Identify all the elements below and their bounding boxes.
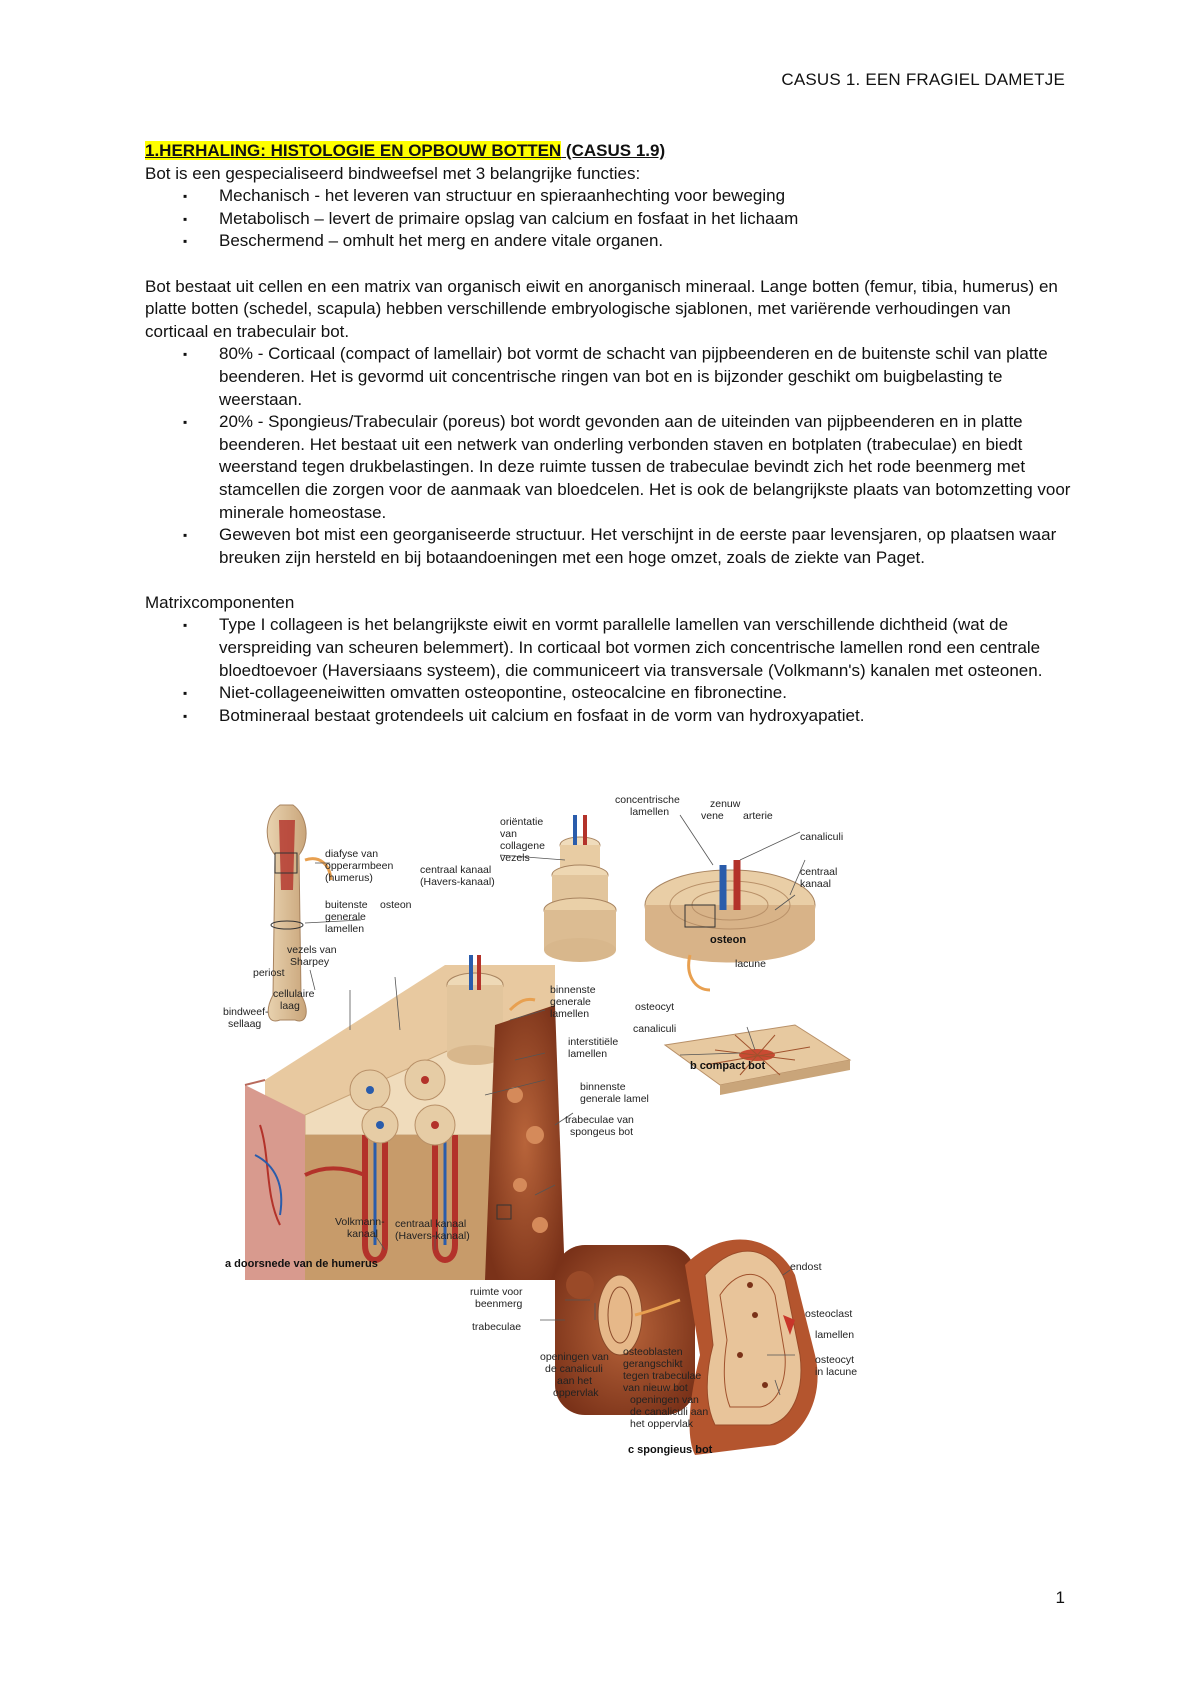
- list-item: ▪ Botmineraal bestaat grotendeels uit calcium en fosfaat in de vorm van hydroxyapatiet.: [145, 705, 1075, 728]
- label-osteoblasten: osteoblasten gerangschikt tegen trabeculae van nieuw bot: [623, 1346, 702, 1394]
- page-header: CASUS 1. EEN FRAGIEL DAMETJE: [781, 70, 1065, 89]
- label-ruimte-beenmerg: ruimte voor beenmerg: [470, 1286, 523, 1310]
- label-zenuw: zenuw: [710, 798, 741, 810]
- label-interstitiele-lamellen: interstitiële lamellen: [568, 1036, 619, 1060]
- label-centraal-kanaal-top: centraal kanaal (Havers-kanaal): [420, 864, 495, 888]
- matrix-list: [145, 614, 1075, 727]
- bone-types-list: [145, 343, 1075, 569]
- label-orientatie-collagene-vezels: oriëntatie van collagene vezels: [500, 816, 545, 864]
- label-osteon-a: osteon: [380, 899, 412, 911]
- list-item: ▪ Beschermend – omhult het merg en andere vitale organen.: [145, 230, 1075, 253]
- section-heading-reference: (CASUS 1.9): [561, 141, 666, 160]
- matrix-title: Matrixcomponenten: [145, 592, 295, 612]
- caption-b: b compact bot: [690, 1060, 766, 1072]
- label-centraal-kanaal-b: centraal kanaal: [800, 866, 838, 890]
- label-osteoclast: osteoclast: [805, 1308, 853, 1320]
- list-item: ▪ Niet-collageeneiwitten omvatten osteopontine, osteocalcine en fibronectine.: [145, 682, 1075, 705]
- section-heading-highlight: 1.HERHALING: HISTOLOGIE EN OPBOUW BOTTEN: [145, 141, 562, 160]
- label-trabeculae-spongeus: trabeculae van spongeus bot: [565, 1114, 634, 1138]
- label-cellulaire-laag: cellulaire laag: [273, 988, 315, 1012]
- document-body: [145, 140, 1075, 727]
- composition-paragraph: Bot bestaat uit cellen en een matrix van organisch eiwit en anorganisch mineraal. Lange botten (femur, tibia, humerus) en platte botten (schedel, scapula) hebben verschillende embryologische sjablonen, met variërende verhoudingen van corticaal en trabeculair bot.: [145, 276, 1058, 341]
- label-arterie: arterie: [743, 810, 773, 822]
- list-item: ▪ Geweven bot mist een georganiseerde structuur. Het verschijnt in de eerste paar levensjaren, op plaatsen waar breuken zijn hersteld en bij botaandoeningen met een hoge omzet, zoals de ziekte van Paget.: [145, 524, 1075, 569]
- label-osteocyt: osteocyt: [635, 1001, 675, 1013]
- list-item: ▪ Mechanisch - het leveren van structuur en spieraanhechting voor beweging: [145, 185, 1075, 208]
- label-endost: endost: [790, 1261, 822, 1273]
- functions-list: [145, 185, 1075, 253]
- list-item: ▪ 20% - Spongieus/Trabeculair (poreus) bot wordt gevonden aan de uiteinden van pijpbeenderen en in platte beenderen. Het bestaat uit een netwerk van onderling verbonden staven en botplaten (trabeculae) en biedt weerstand tegen drukbelastingen. In deze ruimte tussen de trabeculae bevindt zich het rode beenmerg met stamcellen die zorgen voor de aanmaak van bloedcelen. Het is ook de belangrijkste plaats van botomzetting voor minerale homeostase.: [145, 411, 1075, 524]
- label-lamellen-c: lamellen: [815, 1329, 855, 1341]
- label-centraal-kanaal-bottom: centraal kanaal (Havers-kanaal): [395, 1218, 470, 1242]
- section-heading: [145, 140, 1075, 163]
- label-periost: periost: [253, 967, 285, 979]
- label-openingen-links: openingen van de canaliculi aan het oppervlak: [540, 1351, 609, 1399]
- list-item: ▪ 80% - Corticaal (compact of lamellair) bot vormt de schacht van pijpbeenderen en de buitenste schil van platte beenderen. Het is gevormd uit concentrische ringen van bot en is bijzonder geschikt om buigbelasting te weerstaan.: [145, 343, 1075, 411]
- intro-text: Bot is een gespecialiseerd bindweefsel met 3 belangrijke functies:: [145, 163, 641, 183]
- page-number: 1: [1055, 1588, 1065, 1607]
- label-diafyse: diafyse van opperarmbeen (humerus): [325, 848, 394, 884]
- caption-a: a doorsnede van de humerus: [225, 1258, 378, 1270]
- label-osteon-b: osteon: [710, 934, 747, 946]
- bone-histology-figure: [223, 794, 915, 1565]
- label-canaliculi-b: canaliculi: [800, 831, 844, 843]
- label-vezels-sharpey: vezels van Sharpey: [287, 944, 337, 968]
- label-openingen-rechts: openingen van de canaliculi aan het oppervlak: [630, 1394, 709, 1430]
- list-item: ▪ Type I collageen is het belangrijkste eiwit en vormt parallelle lamellen van verschillende dichtheid (wat de verspreiding van scheuren belemmert). In corticaal bot vormen zich concentrische lamellen rond een centrale bloedtoevoer (Haversiaans systeem), die communiceert via transversale (Volkmann's) kanalen met osteonen.: [145, 614, 1075, 682]
- label-osteocyt-in-lacune: osteocyt in lacune: [815, 1354, 858, 1378]
- label-bindweefsellaag: bindweef-sellaag: [223, 1006, 269, 1030]
- label-vene: vene: [701, 810, 724, 822]
- caption-c: c spongieus bot: [628, 1444, 713, 1456]
- label-binnenste-generale-lamel: binnenste generale lamel: [580, 1081, 649, 1105]
- label-trabeculae: trabeculae: [472, 1321, 522, 1333]
- label-canaliculi-small: canaliculi: [633, 1023, 677, 1035]
- label-lacune: lacune: [735, 958, 766, 970]
- list-item: ▪ Metabolisch – levert de primaire opslag van calcium en fosfaat in het lichaam: [145, 208, 1075, 231]
- label-binnenste-generale-lamellen: binnenste generale lamellen: [550, 984, 596, 1020]
- label-concentrische-lamellen: concentrische lamellen: [615, 794, 680, 818]
- label-volkmann-kanaal: Volkmann-kanaal: [335, 1216, 385, 1240]
- bone-illustration: [223, 794, 915, 1565]
- label-buitenste-generale-lamellen: buitenste generale lamellen: [325, 899, 368, 935]
